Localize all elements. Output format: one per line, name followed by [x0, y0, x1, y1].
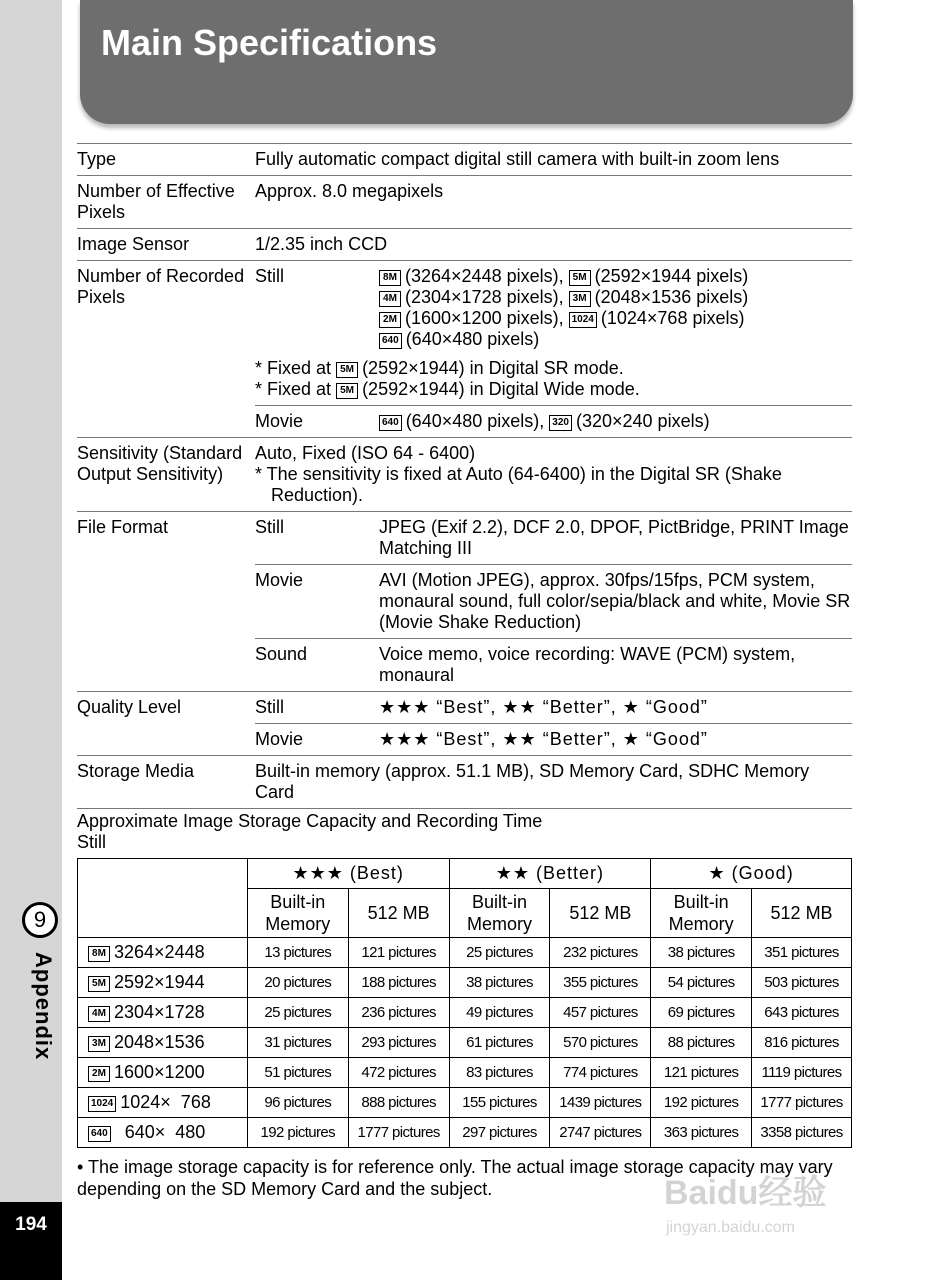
capacity-cell: 363 pictures: [651, 1118, 752, 1148]
capacity-cell: 96 pictures: [247, 1088, 348, 1118]
spec-value: Fully automatic compact digital still camera with built-in zoom lens: [255, 144, 852, 176]
column-header: 512 MB: [752, 889, 852, 938]
spec-sublabel: Still: [255, 261, 379, 356]
spec-value: [255, 438, 852, 512]
note-text: * Fixed at: [255, 358, 332, 378]
recorded-movie-list: [379, 406, 852, 438]
resolution-text: 2304×1728: [114, 1002, 205, 1022]
capacity-cell: 54 pictures: [651, 968, 752, 998]
capacity-cell: 1439 pictures: [550, 1088, 651, 1118]
spec-value: 1/2.35 inch CCD: [255, 229, 852, 261]
capacity-cell: 69 pictures: [651, 998, 752, 1028]
resolution-icon: 320: [549, 415, 572, 431]
capacity-cell: 293 pictures: [348, 1028, 449, 1058]
resolution-icon: 1024: [569, 312, 597, 328]
capacity-cell: 888 pictures: [348, 1088, 449, 1118]
spec-sublabel: Still: [255, 692, 379, 724]
capacity-corner: [78, 859, 248, 938]
capacity-cell: 25 pictures: [247, 998, 348, 1028]
column-header: Built-in Memory: [449, 889, 550, 938]
spec-row-effective-pixels: [77, 176, 852, 229]
spec-sublabel: Movie: [255, 724, 379, 756]
capacity-cell: 643 pictures: [752, 998, 852, 1028]
capacity-cell: 188 pictures: [348, 968, 449, 998]
resolution-text: 1600×1200: [114, 1062, 205, 1082]
resolution-cell: [78, 938, 248, 968]
resolution-icon: 5M: [336, 383, 358, 399]
capacity-cell: 31 pictures: [247, 1028, 348, 1058]
capacity-cell: 192 pictures: [651, 1088, 752, 1118]
capacity-row: [78, 1088, 852, 1118]
capacity-cell: 1119 pictures: [752, 1058, 852, 1088]
spec-label: Number of Effective Pixels: [77, 176, 255, 229]
note-text: (2592×1944) in Digital Wide mode.: [362, 379, 640, 399]
resolution-icon: 5M: [569, 270, 591, 286]
capacity-cell: 51 pictures: [247, 1058, 348, 1088]
spec-row-quality-still: [77, 692, 852, 724]
spec-row-recorded-still: [77, 261, 852, 356]
resolution-icon: 5M: [88, 976, 110, 992]
resolution-icon: 3M: [88, 1036, 110, 1052]
capacity-cell: 570 pictures: [550, 1028, 651, 1058]
capacity-cell: 13 pictures: [247, 938, 348, 968]
recorded-still-list: [379, 261, 852, 356]
spec-row-type: [77, 144, 852, 176]
resolution-text: 2048×1536: [114, 1032, 205, 1052]
resolution-icon: 640: [88, 1126, 111, 1142]
resolution-icon: 8M: [88, 946, 110, 962]
capacity-cell: 2747 pictures: [550, 1118, 651, 1148]
capacity-cell: 774 pictures: [550, 1058, 651, 1088]
note-text: * Fixed at: [255, 379, 332, 399]
watermark-brand: Baidu经验: [664, 1174, 827, 1212]
capacity-cell: 88 pictures: [651, 1028, 752, 1058]
capacity-cell: 351 pictures: [752, 938, 852, 968]
capacity-cell: 816 pictures: [752, 1028, 852, 1058]
capacity-heading: [77, 811, 542, 853]
resolution-icon: 4M: [88, 1006, 110, 1022]
capacity-cell: 61 pictures: [449, 1028, 550, 1058]
resolution-cell: [78, 968, 248, 998]
capacity-cell: 38 pictures: [449, 968, 550, 998]
capacity-cell: 355 pictures: [550, 968, 651, 998]
quality-header: ★★★ (Best): [247, 859, 449, 889]
chapter-label: Appendix: [31, 952, 56, 1061]
spec-value: Built-in memory (approx. 51.1 MB), SD Memory Card, SDHC Memory Card: [255, 756, 852, 809]
resolution-cell: [78, 998, 248, 1028]
spec-row-format-still: [77, 512, 852, 565]
spec-label: Number of Recorded Pixels: [77, 261, 255, 438]
resolution-text: 640× 480: [114, 1122, 206, 1142]
capacity-title: Approximate Image Storage Capacity and Recording Time: [77, 811, 543, 831]
watermark-url: jingyan.baidu.com: [666, 1219, 795, 1236]
capacity-cell: 25 pictures: [449, 938, 550, 968]
resolution-text: 2592×1944: [114, 972, 205, 992]
resolution-icon: 8M: [379, 270, 401, 286]
spec-sublabel: Still: [255, 512, 379, 565]
resolution-text: 1024× 768: [120, 1092, 211, 1112]
resolution-icon: 5M: [336, 362, 358, 378]
resolution-text: (640×480 pixels): [405, 329, 540, 349]
resolution-text: (2048×1536 pixels): [594, 287, 749, 307]
spec-label: Image Sensor: [77, 229, 255, 261]
resolution-text: (2304×1728 pixels),: [405, 287, 564, 307]
resolution-text: (1600×1200 pixels),: [405, 308, 564, 328]
capacity-cell: 49 pictures: [449, 998, 550, 1028]
capacity-cell: 1777 pictures: [348, 1118, 449, 1148]
spec-label: Storage Media: [77, 756, 255, 809]
resolution-icon: 2M: [88, 1066, 110, 1082]
spec-value: Voice memo, voice recording: WAVE (PCM) system, monaural: [379, 639, 852, 692]
capacity-footnote: • The image storage capacity is for reference only. The actual image storage capacity may vary depending on the SD Memory Card and the subject.: [77, 1157, 833, 1199]
capacity-row: [78, 968, 852, 998]
sensitivity-note: * The sensitivity is fixed at Auto (64-6400) in the Digital SR (Shake Reduction).: [255, 464, 782, 505]
page-number: 194: [15, 1214, 47, 1235]
capacity-cell: 155 pictures: [449, 1088, 550, 1118]
capacity-cell: 503 pictures: [752, 968, 852, 998]
capacity-cell: 472 pictures: [348, 1058, 449, 1088]
capacity-cell: 20 pictures: [247, 968, 348, 998]
spec-value: Approx. 8.0 megapixels: [255, 176, 852, 229]
spec-row-image-sensor: [77, 229, 852, 261]
spec-sublabel: Movie: [255, 565, 379, 639]
chapter-number-badge: 9: [22, 902, 58, 938]
capacity-table: [77, 858, 852, 1148]
column-header: 512 MB: [550, 889, 651, 938]
resolution-icon: 2M: [379, 312, 401, 328]
resolution-icon: 640: [379, 415, 402, 431]
column-header: Built-in Memory: [651, 889, 752, 938]
spec-value: AVI (Motion JPEG), approx. 30fps/15fps, PCM system, monaural sound, full color/sepia/black and white, Movie SR (Movie Shake Reduction): [379, 565, 852, 639]
capacity-row: [78, 938, 852, 968]
resolution-icon: 1024: [88, 1096, 116, 1112]
resolution-icon: 4M: [379, 291, 401, 307]
resolution-text: (1024×768 pixels): [600, 308, 745, 328]
capacity-row: [78, 998, 852, 1028]
resolution-text: (640×480 pixels),: [405, 411, 545, 431]
spec-row-storage: [77, 756, 852, 809]
capacity-cell: 3358 pictures: [752, 1118, 852, 1148]
spec-value: JPEG (Exif 2.2), DCF 2.0, DPOF, PictBridge, PRINT Image Matching III: [379, 512, 852, 565]
capacity-cell: 1777 pictures: [752, 1088, 852, 1118]
spec-label: File Format: [77, 512, 255, 692]
quality-header: ★★ (Better): [449, 859, 651, 889]
spec-value: ★★★ “Best”, ★★ “Better”, ★ “Good”: [379, 724, 852, 756]
resolution-text: 3264×2448: [114, 942, 205, 962]
capacity-row: [78, 1028, 852, 1058]
note-text: (2592×1944) in Digital SR mode.: [362, 358, 624, 378]
resolution-text: (2592×1944 pixels): [594, 266, 749, 286]
capacity-cell: 297 pictures: [449, 1118, 550, 1148]
resolution-icon: 640: [379, 333, 402, 349]
resolution-text: (3264×2448 pixels),: [405, 266, 564, 286]
spec-label: Quality Level: [77, 692, 255, 756]
capacity-row: [78, 1118, 852, 1148]
chapter-sidebar: [0, 0, 62, 1280]
capacity-cell: 38 pictures: [651, 938, 752, 968]
capacity-cell: 232 pictures: [550, 938, 651, 968]
spec-table: [77, 143, 852, 809]
spec-value: ★★★ “Best”, ★★ “Better”, ★ “Good”: [379, 692, 852, 724]
capacity-row: [78, 1058, 852, 1088]
resolution-cell: [78, 1028, 248, 1058]
column-header: 512 MB: [348, 889, 449, 938]
capacity-cell: 83 pictures: [449, 1058, 550, 1088]
spec-sublabel: Movie: [255, 406, 379, 438]
page-title: Main Specifications: [101, 22, 438, 63]
capacity-cell: 236 pictures: [348, 998, 449, 1028]
spec-label: Type: [77, 144, 255, 176]
resolution-cell: [78, 1118, 248, 1148]
spec-row-sensitivity: [77, 438, 852, 512]
resolution-cell: [78, 1088, 248, 1118]
capacity-cell: 457 pictures: [550, 998, 651, 1028]
sensitivity-value: Auto, Fixed (ISO 64 - 6400): [255, 443, 476, 463]
resolution-cell: [78, 1058, 248, 1088]
capacity-cell: 121 pictures: [348, 938, 449, 968]
capacity-cell: 121 pictures: [651, 1058, 752, 1088]
column-header: Built-in Memory: [247, 889, 348, 938]
spec-label: Sensitivity (Standard Output Sensitivity): [77, 438, 255, 512]
quality-header: ★ (Good): [651, 859, 852, 889]
fixed-notes: [255, 355, 852, 406]
capacity-subtitle: Still: [77, 832, 107, 852]
resolution-icon: 3M: [569, 291, 591, 307]
spec-sublabel: Sound: [255, 639, 379, 692]
capacity-cell: 192 pictures: [247, 1118, 348, 1148]
resolution-text: (320×240 pixels): [575, 411, 710, 431]
